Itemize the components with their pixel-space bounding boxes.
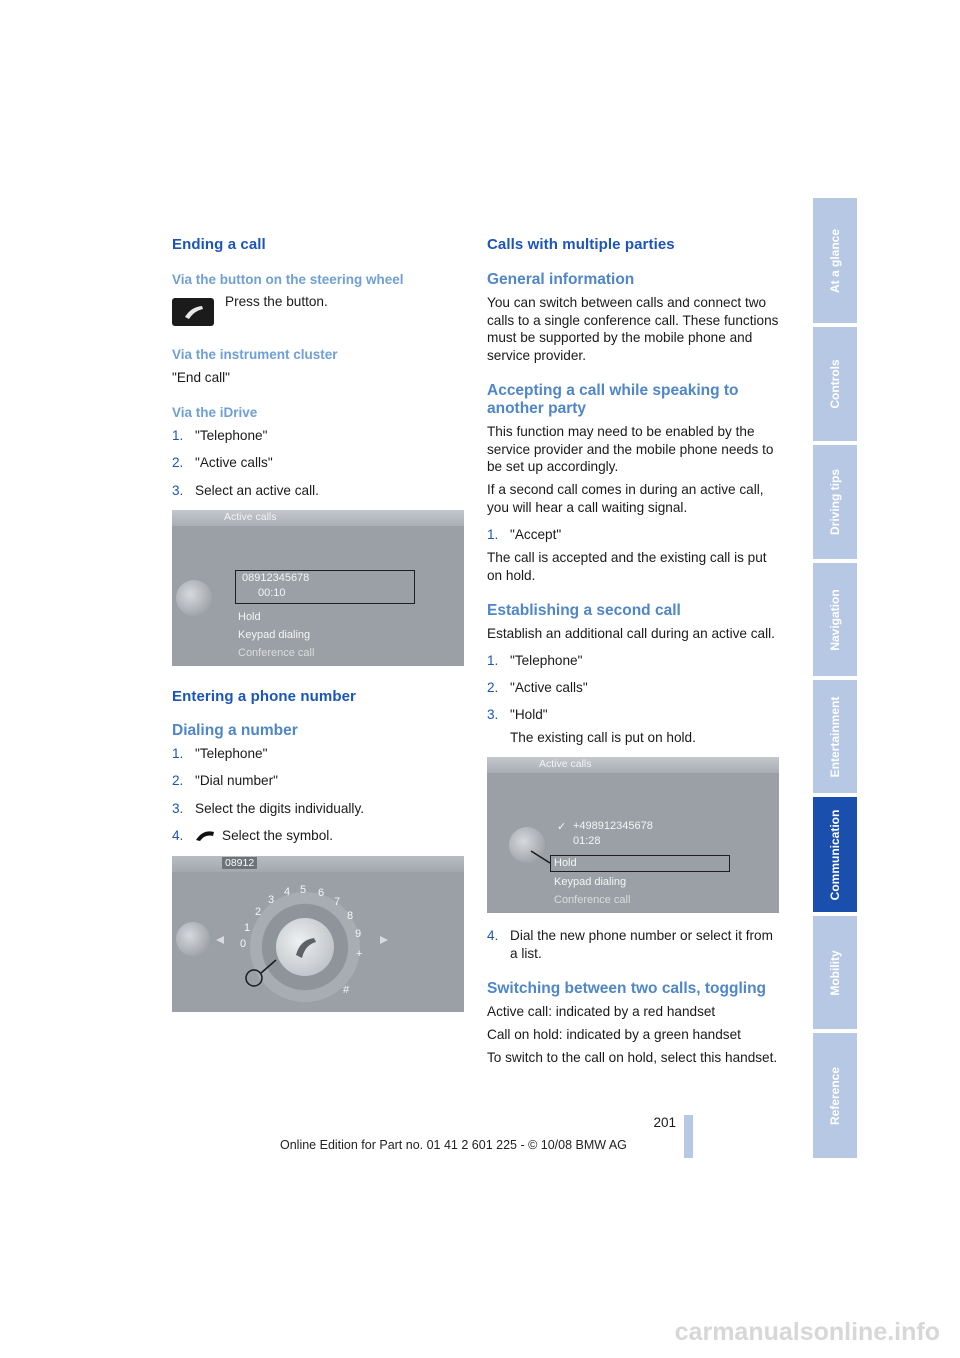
list-item: 2. "Dial number" xyxy=(172,773,278,788)
call-number: 08912345678 xyxy=(242,572,310,584)
toggling-line-1: Active call: indicated by a red handset xyxy=(487,1004,716,1019)
menu-item-hold: Hold xyxy=(554,857,577,869)
accepting-text-3: The call is accepted and the existing call is put on hold. xyxy=(487,550,767,583)
active-calls-screenshot xyxy=(172,510,464,666)
toggling-line-3: To switch to the call on hold, select this handset. xyxy=(487,1050,778,1065)
steering-wheel-phone-button xyxy=(172,298,214,326)
accepting-call-heading: Accepting a call while speaking to another party xyxy=(487,382,739,417)
menu-item-keypad: Keypad dialing xyxy=(554,876,627,888)
menu-item-conference: Conference call xyxy=(554,894,631,906)
list-item: 3. "Hold" xyxy=(487,707,548,722)
menu-item-conference: Conference call xyxy=(238,647,315,659)
digit-5: 5 xyxy=(300,884,307,896)
sidebar-tab-mobility[interactable]: Mobility xyxy=(813,916,857,1029)
second-call-heading: Establishing a second call xyxy=(487,602,681,619)
sidebar-tab-communication[interactable]: Communication xyxy=(813,797,857,912)
dial-number-screenshot xyxy=(172,856,464,1012)
sidebar-tab-navigation[interactable]: Navigation xyxy=(813,563,857,676)
toggling-line-2: Call on hold: indicated by a green handset xyxy=(487,1027,741,1042)
call-duration: 00:10 xyxy=(258,587,286,599)
list-item: 3. Select the digits individually. xyxy=(172,801,365,816)
sidebar-tab-controls[interactable]: Controls xyxy=(813,327,857,441)
digit-9: 9 xyxy=(355,928,362,940)
digit-0: 0 xyxy=(240,938,247,950)
list-item: 1. "Accept" xyxy=(487,527,562,542)
controller-knob xyxy=(176,580,212,616)
entering-number-heading: Entering a phone number xyxy=(172,688,356,705)
multiple-parties-heading: Calls with multiple parties xyxy=(487,236,675,253)
handset-icon xyxy=(172,298,214,326)
list-item: 4. Select the symbol. xyxy=(172,828,334,843)
digit-2: 2 xyxy=(255,906,262,918)
sidebar-tab-driving-tips[interactable]: Driving tips xyxy=(813,445,857,559)
instrument-cluster-subheading: Via the instrument cluster xyxy=(172,347,338,362)
list-item: 1. "Telephone" xyxy=(172,746,268,761)
digit-plus: + xyxy=(356,948,363,960)
digit-hash: # xyxy=(343,984,350,996)
sidebar-tab-reference[interactable]: Reference xyxy=(813,1033,857,1158)
toggling-heading: Switching between two calls, toggling xyxy=(487,980,767,997)
list-item: 1. "Telephone" xyxy=(172,428,268,443)
call-duration: 01:28 xyxy=(573,835,601,847)
hold-note: The existing call is put on hold. xyxy=(510,730,696,745)
ending-call-heading: Ending a call xyxy=(172,236,266,253)
list-item: 3. Select an active call. xyxy=(172,483,319,498)
edition-line: Online Edition for Part no. 01 41 2 601 225 - © 10/08 BMW AG xyxy=(280,1138,627,1152)
press-button-text: Press the button. xyxy=(225,294,328,309)
sidebar-tab-entertainment[interactable]: Entertainment xyxy=(813,680,857,793)
digit-8: 8 xyxy=(347,910,354,922)
sidebar-tab-at-a-glance[interactable]: At a glance xyxy=(813,198,857,323)
menu-item-hold: Hold xyxy=(238,611,261,623)
list-item: 2. "Active calls" xyxy=(487,680,588,695)
accepting-text-2: If a second call comes in during an active call, you will hear a call waiting signal. xyxy=(487,482,764,515)
page-number-marker xyxy=(684,1115,693,1158)
watermark: carmanualsonline.info xyxy=(674,1318,940,1346)
entered-digits: 08912 xyxy=(222,857,257,869)
general-info-heading: General information xyxy=(487,271,635,288)
digit-4: 4 xyxy=(284,886,291,898)
digit-3: 3 xyxy=(268,894,275,906)
call-number: +498912345678 xyxy=(573,820,653,832)
pointer-line xyxy=(487,757,779,913)
screen-title: Active calls xyxy=(224,511,277,523)
general-info-text: You can switch between calls and connect two calls to a single conference call. These functions must be supported by the mobile phone and service provider. xyxy=(487,295,779,363)
digit-6: 6 xyxy=(318,887,325,899)
screen-title: Active calls xyxy=(539,758,592,770)
list-item: 1. "Telephone" xyxy=(487,653,583,668)
digit-7: 7 xyxy=(334,896,341,908)
pointer-arrows xyxy=(172,856,464,1012)
page-number: 201 xyxy=(653,1115,676,1130)
handset-icon xyxy=(195,829,215,841)
digit-1: 1 xyxy=(244,922,251,934)
active-calls-hold-screenshot xyxy=(487,757,779,913)
dialing-number-heading: Dialing a number xyxy=(172,722,298,739)
list-item: 2. "Active calls" xyxy=(172,455,273,470)
idrive-subheading: Via the iDrive xyxy=(172,405,258,420)
steering-wheel-subheading: Via the button on the steering wheel xyxy=(172,272,404,287)
check-icon: ✓ xyxy=(557,821,567,833)
end-call-text: "End call" xyxy=(172,370,231,385)
menu-item-keypad: Keypad dialing xyxy=(238,629,311,641)
second-call-text: Establish an additional call during an active call. xyxy=(487,626,775,641)
list-item: 4. Dial the new phone number or select it from a list. xyxy=(487,928,773,961)
accepting-text-1: This function may need to be enabled by the service provider and the mobile phone needs to be set up accordingly. xyxy=(487,424,774,474)
